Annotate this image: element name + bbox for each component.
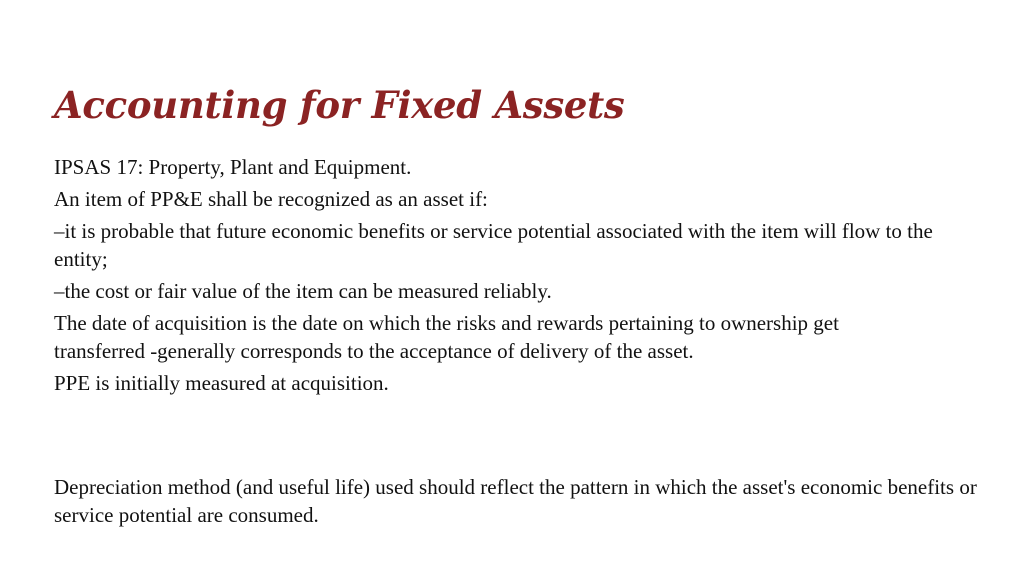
paragraph-initial-measurement: PPE is initially measured at acquisition. [54, 371, 389, 395]
paragraph-acquisition-date: The date of acquisition is the date on which the risks and rewards pertaining to ownership get transferred -generally corresponds to the acceptance of delivery of the asset. [54, 311, 839, 363]
paragraph-condition-cost: –the cost or fair value of the item can be measured reliably. [54, 279, 552, 303]
paragraph-condition-benefits: –it is probable that future economic benefits or service potential associated with the item will flow to the entity; [54, 219, 933, 271]
slide-body [54, 153, 984, 401]
paragraph-recognition: An item of PP&E shall be recognized as an asset if: [54, 187, 488, 211]
slide-title: Accounting for Fixed Assets [54, 83, 625, 127]
paragraph-depreciation: Depreciation method (and useful life) used should reflect the pattern in which the asset's economic benefits or service potential are consumed. [54, 475, 977, 527]
paragraph-ipsas: IPSAS 17: Property, Plant and Equipment. [54, 155, 412, 179]
slide-closing [54, 473, 984, 529]
